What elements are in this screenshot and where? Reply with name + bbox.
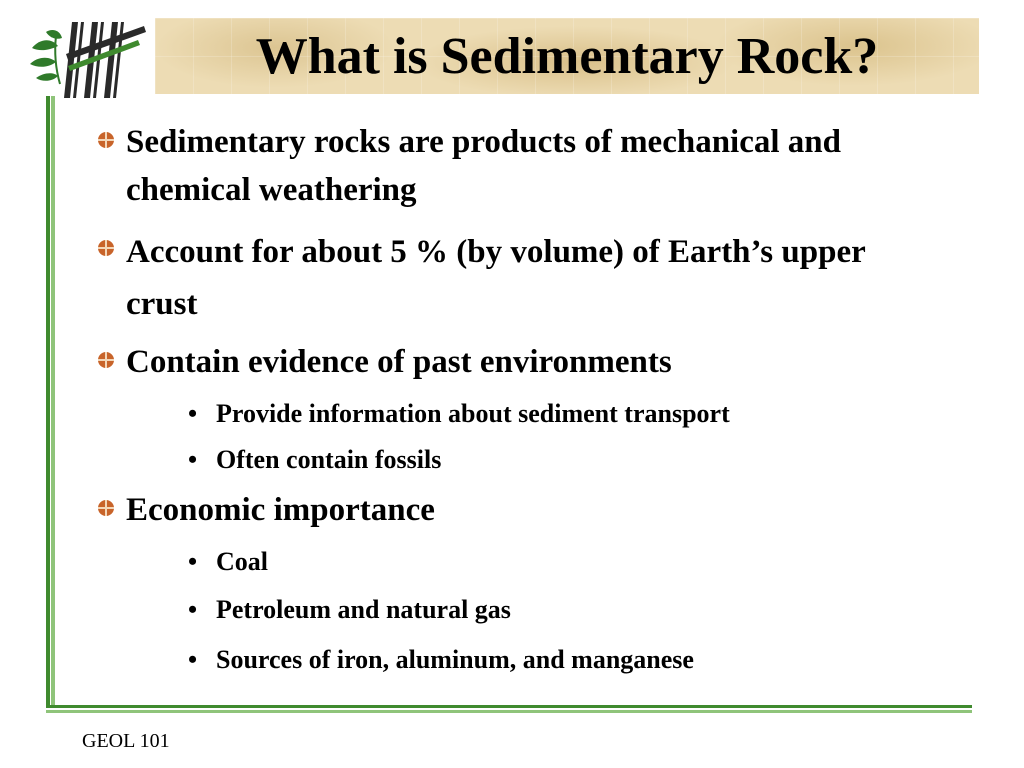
orange-compass-bullet-icon: [96, 350, 116, 370]
bullet-item: [96, 486, 926, 534]
sub-bullet-item: [188, 397, 948, 431]
bullet-text: Economic importance: [126, 492, 435, 528]
sub-bullet-dot: •: [188, 445, 198, 474]
sub-bullet-item: [188, 593, 948, 627]
orange-compass-bullet-icon: [96, 498, 116, 518]
bullet-text: Sedimentary rocks are products of mechanical and chemical weathering: [126, 124, 841, 208]
sub-bullet-item: [188, 545, 948, 579]
footer-course-label: GEOL 101: [82, 730, 170, 752]
sub-bullet-text: Often contain fossils: [216, 445, 442, 474]
orange-compass-bullet-icon: [96, 130, 116, 150]
bullet-text: Account for about 5 % (by volume) of Earth’s upper crust: [126, 234, 866, 322]
slide-title: What is Sedimentary Rock?: [255, 28, 879, 85]
sub-bullet-dot: •: [188, 399, 198, 428]
sub-bullet-item: [188, 443, 948, 477]
sub-bullet-text: Petroleum and natural gas: [216, 595, 511, 624]
sub-bullet-text: Provide information about sediment transport: [216, 399, 730, 428]
sub-bullet-dot: •: [188, 645, 198, 674]
sub-bullet-text: Coal: [216, 547, 268, 576]
sub-bullet-item: [188, 643, 948, 677]
sub-bullet-text: Sources of iron, aluminum, and manganese: [216, 645, 694, 674]
sub-bullet-dot: •: [188, 595, 198, 624]
bullet-text: Contain evidence of past environments: [126, 344, 672, 380]
bullet-item: [96, 226, 926, 330]
bullet-item: [96, 338, 926, 386]
sub-bullet-dot: •: [188, 547, 198, 576]
orange-compass-bullet-icon: [96, 238, 116, 258]
bullet-item: [96, 118, 926, 214]
